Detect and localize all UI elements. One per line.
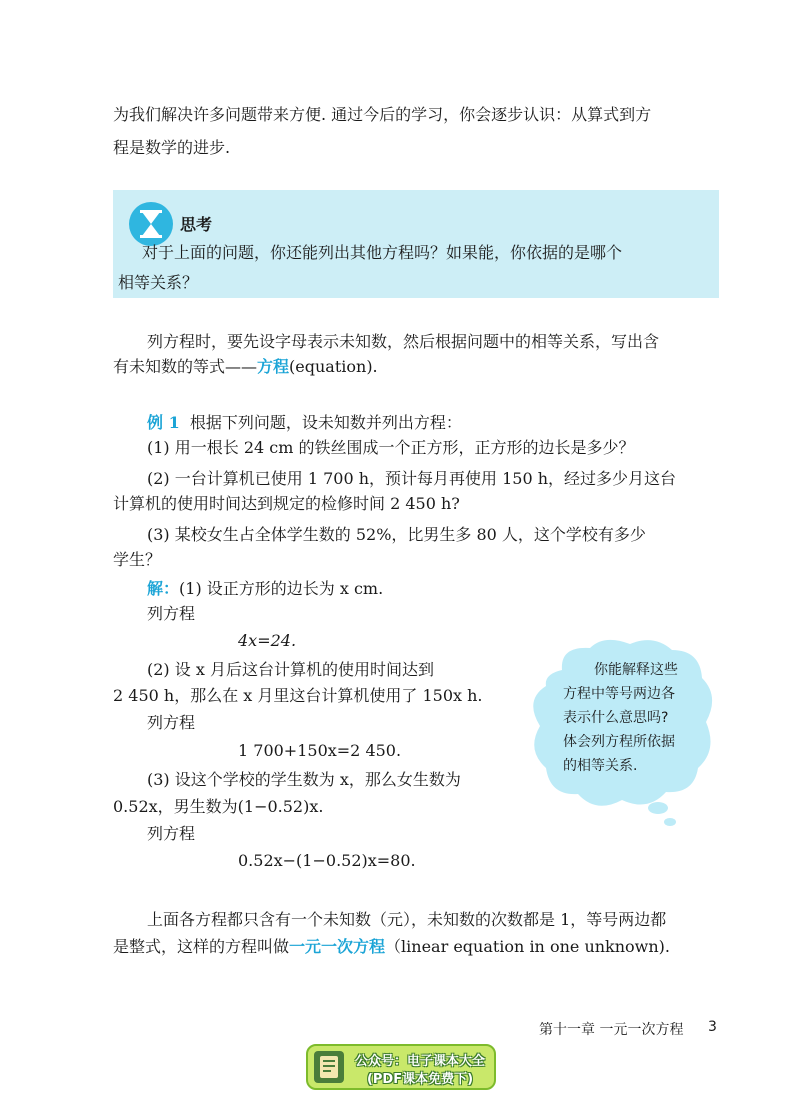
list-equation-3: 列方程 xyxy=(147,824,196,843)
chapter-label: 第十一章 一元一次方程 xyxy=(539,1022,684,1038)
conclusion-line-2: 是整式，这样的方程叫做一元一次方程（linear equation in one unknown). xyxy=(113,937,671,956)
example-label: 例 1 xyxy=(147,413,180,432)
intro-line-1: 为我们解决许多问题带来方便. 通过今后的学习，你会逐步认识：从算式到方 xyxy=(113,105,652,124)
solution-1: 解：(1) 设正方形的边长为 x cm. xyxy=(147,579,384,598)
definition-line-1: 列方程时，要先设字母表示未知数，然后根据问题中的相等关系，写出含 xyxy=(147,332,660,351)
solution-2-line-1: (2) 设 x 月后这台计算机的使用时间达到 xyxy=(147,660,434,679)
question-1: (1) 用一根长 24 cm 的铁丝围成一个正方形，正方形的边长是多少？ xyxy=(147,438,635,457)
cloud-line-1: 你能解释这些 xyxy=(594,662,678,678)
conclusion-term: 一元一次方程 xyxy=(289,937,386,956)
solution-2-line-2: 2 450 h，那么在 x 月里这台计算机使用了 150x h. xyxy=(113,686,483,705)
solution-3-line-2: 0.52x，男生数为(1−0.52)x. xyxy=(113,797,324,816)
question-2-line-1: (2) 一台计算机已使用 1 700 h，预计每月再使用 150 h，经过多少月这台 xyxy=(147,469,677,488)
book-icon xyxy=(314,1051,344,1083)
equation-2: 1 700+150x=2 450. xyxy=(238,741,402,760)
page-number: 3 xyxy=(708,1019,717,1035)
think-line-2: 相等关系？ xyxy=(118,273,199,292)
question-3-line-1: (3) 某校女生占全体学生数的 52%，比男生多 80 人，这个学校有多少 xyxy=(147,525,646,544)
cloud-line-5: 的相等关系. xyxy=(563,758,638,774)
question-3-line-2: 学生？ xyxy=(113,550,162,569)
think-title: 思考 xyxy=(180,215,213,234)
example-heading: 例 1 根据下列问题，设未知数并列出方程： xyxy=(147,413,462,432)
banner-line-1: 公众号：电子课本大全 xyxy=(354,1054,485,1069)
wechat-banner xyxy=(306,1044,496,1090)
list-equation-1: 列方程 xyxy=(147,604,196,623)
hourglass-icon xyxy=(129,202,173,246)
cloud-line-4: 体会列方程所依据 xyxy=(563,734,675,750)
intro-line-2: 程是数学的进步. xyxy=(113,138,231,157)
cloud-line-2: 方程中等号两边各 xyxy=(563,686,675,702)
equation-1: 4x=24. xyxy=(238,631,297,650)
question-2-line-2: 计算机的使用时间达到规定的检修时间 2 450 h? xyxy=(113,494,460,513)
banner-line-2: (PDF课本免费下) xyxy=(366,1072,474,1087)
list-equation-2: 列方程 xyxy=(147,713,196,732)
definition-line-2: 有未知数的等式——方程(equation). xyxy=(113,357,378,376)
cloud-line-3: 表示什么意思吗? xyxy=(563,710,669,726)
solution-label: 解： xyxy=(147,579,180,598)
definition-term: 方程 xyxy=(257,357,290,376)
solution-3-line-1: (3) 设这个学校的学生数为 x，那么女生数为 xyxy=(147,770,461,789)
think-line-1: 对于上面的问题，你还能列出其他方程吗？如果能，你依据的是哪个 xyxy=(142,243,623,262)
equation-3: 0.52x−(1−0.52)x=80. xyxy=(238,851,416,870)
conclusion-line-1: 上面各方程都只含有一个未知数（元），未知数的次数都是 1，等号两边都 xyxy=(147,910,667,929)
